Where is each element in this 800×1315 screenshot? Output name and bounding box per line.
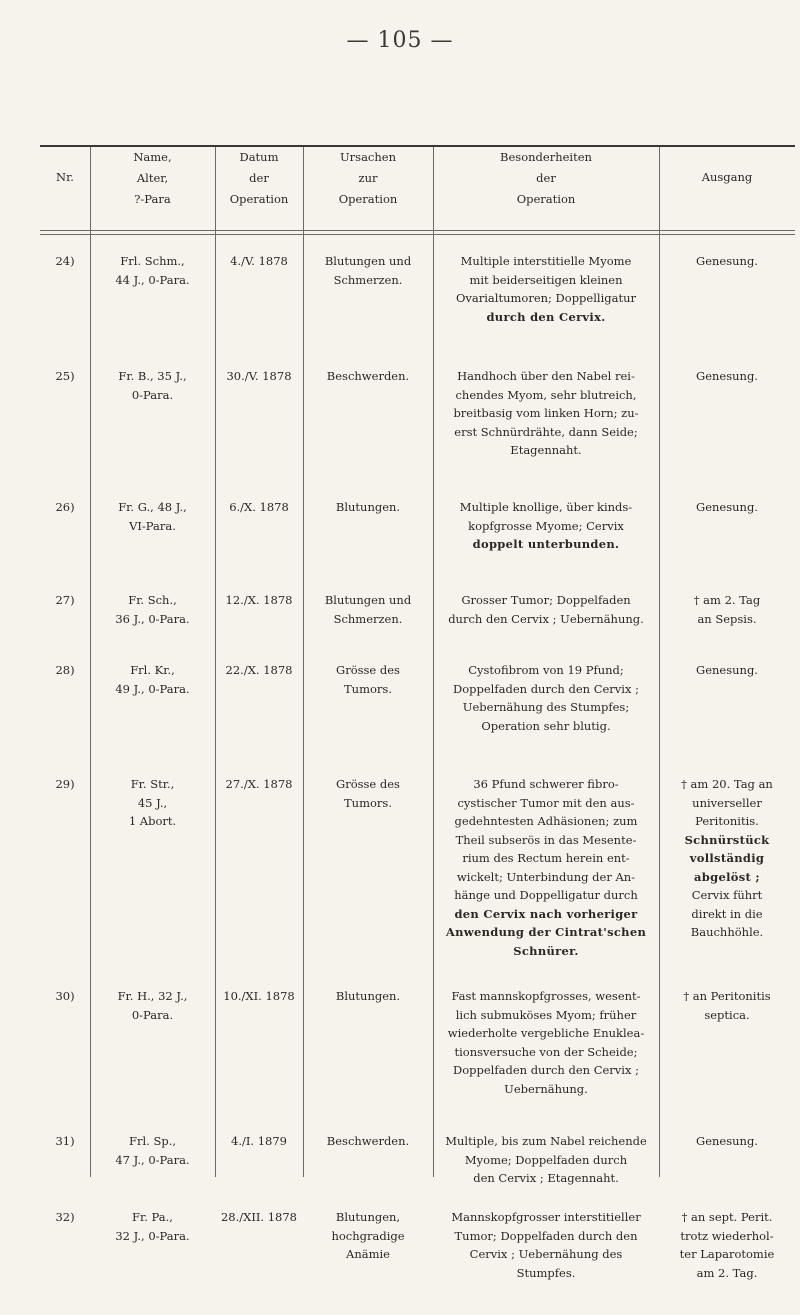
row-cause: Blutungen und Schmerzen. — [324, 593, 412, 626]
row-date: 10./XI. 1878 — [223, 989, 295, 1003]
row-cause: Grösse des Tumors. — [336, 663, 400, 696]
header-nr: Nr. — [56, 170, 74, 184]
row-cause: Blutungen. — [335, 500, 401, 514]
row-nr: 24) — [55, 254, 75, 268]
row-date: 30./V. 1878 — [226, 369, 292, 383]
row-date: 6./X. 1878 — [229, 500, 289, 514]
row-cause: Grösse des Tumors. — [336, 777, 400, 810]
row-date: 22./X. 1878 — [225, 663, 293, 677]
row-name: Frl. Sp., 47 J., 0-Para. — [115, 1134, 190, 1167]
header-cause: Ursachen zur Operation — [338, 150, 398, 206]
row-date: 4./I. 1879 — [231, 1134, 287, 1148]
row-name: Fr. G., 48 J., VI-Para. — [118, 500, 187, 533]
table-row — [40, 591, 795, 641]
table-row — [40, 661, 795, 751]
row-name: Fr. H., 32 J., 0-Para. — [117, 989, 188, 1022]
header-outcome: Ausgang — [701, 170, 753, 184]
header-divider — [40, 230, 795, 231]
row-cause: Blutungen, hochgradige Anämie — [331, 1210, 405, 1261]
row-nr: 28) — [55, 663, 75, 677]
row-name: Frl. Schm., 44 J., 0-Para. — [115, 254, 190, 287]
row-name: Fr. Str., 45 J., 1 Abort. — [128, 777, 177, 828]
row-cause: Blutungen und Schmerzen. — [324, 254, 412, 287]
row-nr: 31) — [55, 1134, 75, 1148]
row-outcome: † am 20. Tag an universeller Peritonitis. Schnürstück vollständig abgelöst ; Cervix führt direkt in die Bauchhöhle. — [681, 777, 773, 939]
row-nr: 30) — [55, 989, 75, 1003]
row-date: 28./XII. 1878 — [220, 1210, 297, 1224]
row-detail: Multiple, bis zum Nabel reichende Myome; Doppelfaden durch den Cervix ; Etagennaht. — [445, 1134, 647, 1185]
row-outcome: Genesung. — [696, 500, 758, 514]
row-nr: 25) — [55, 369, 75, 383]
row-nr: 29) — [55, 777, 75, 791]
row-name: Frl. Kr., 49 J., 0-Para. — [115, 663, 190, 696]
row-outcome: Genesung. — [696, 254, 758, 268]
row-cause: Beschwerden. — [326, 369, 410, 383]
row-nr: 32) — [55, 1210, 75, 1224]
table-row — [40, 1208, 795, 1288]
table-row — [40, 775, 795, 965]
table-row — [40, 498, 795, 568]
row-nr: 26) — [55, 500, 75, 514]
row-detail: Multiple interstitielle Myome mit beiderseitigen kleinen Ovarialtumoren; Doppelligatur durch den Cervix. — [455, 254, 637, 324]
row-date: 4./V. 1878 — [230, 254, 288, 268]
header-name: Name, Alter, ?-Para — [133, 150, 172, 206]
table-row — [40, 987, 795, 1102]
row-detail: Mannskopfgrosser interstitieller Tumor; Doppelfaden durch den Cervix ; Uebernähung des Stumpfes. — [451, 1210, 641, 1280]
row-name: Fr. Pa., 32 J., 0-Para. — [115, 1210, 190, 1243]
row-cause: Beschwerden. — [326, 1134, 410, 1148]
row-detail: Handhoch über den Nabel rei- chendes Myom, sehr blutreich, breitbasig vom linken Horn; zu- erst Schnürdrähte, dann Seide; Etagennaht. — [453, 369, 639, 457]
row-outcome: † am 2. Tag an Sepsis. — [693, 593, 761, 626]
header-divider-2 — [40, 234, 795, 235]
row-outcome: Genesung. — [696, 369, 758, 383]
row-detail: Multiple knollige, über kinds- kopfgrosse Myome; Cervix doppelt unterbunden. — [459, 500, 633, 551]
table-header — [40, 147, 795, 230]
row-outcome: † an Peritonitis septica. — [683, 989, 771, 1022]
row-name: Fr. B., 35 J., 0-Para. — [118, 369, 187, 402]
row-outcome: Genesung. — [696, 663, 758, 677]
row-outcome: † an sept. Perit. trotz wiederhol- ter Laparotomie am 2. Tag. — [679, 1210, 775, 1280]
row-detail: 36 Pfund schwerer fibro- cystischer Tumor mit den aus- gedehntesten Adhäsionen; zum Theil subserös in das Mesente- rium des Rectum herein ent- wickelt; Unterbindung der An- hänge und Doppelligatur durch den Cervix nach vorheriger Anwendung der Cintrat'schen Schnürer. — [445, 777, 647, 958]
row-cause: Blutungen. — [335, 989, 401, 1003]
row-date: 27./X. 1878 — [225, 777, 293, 791]
page-number: — 105 — — [346, 28, 454, 53]
table-row — [40, 367, 795, 477]
header-date: Datum der Operation — [229, 150, 289, 206]
table-row — [40, 1132, 795, 1192]
table-row — [40, 252, 795, 352]
row-outcome: Genesung. — [696, 1134, 758, 1148]
operations-table — [40, 145, 795, 1280]
row-name: Fr. Sch., 36 J., 0-Para. — [115, 593, 190, 626]
row-detail: Fast mannskopfgrosses, wesent- lich submuköses Myom; früher wiederholte vergebliche Enuklea- tionsversuche von der Scheide; Doppelfaden durch den Cervix ; Uebernähung. — [447, 989, 645, 1096]
row-detail: Cystofibrom von 19 Pfund; Doppelfaden durch den Cervix ; Uebernähung des Stumpfes; Operation sehr blutig. — [453, 663, 639, 733]
row-detail: Grosser Tumor; Doppelfaden durch den Cervix ; Uebernähung. — [448, 593, 644, 626]
row-nr: 27) — [55, 593, 75, 607]
row-date: 12./X. 1878 — [225, 593, 293, 607]
header-detail: Besonderheiten der Operation — [500, 150, 592, 206]
